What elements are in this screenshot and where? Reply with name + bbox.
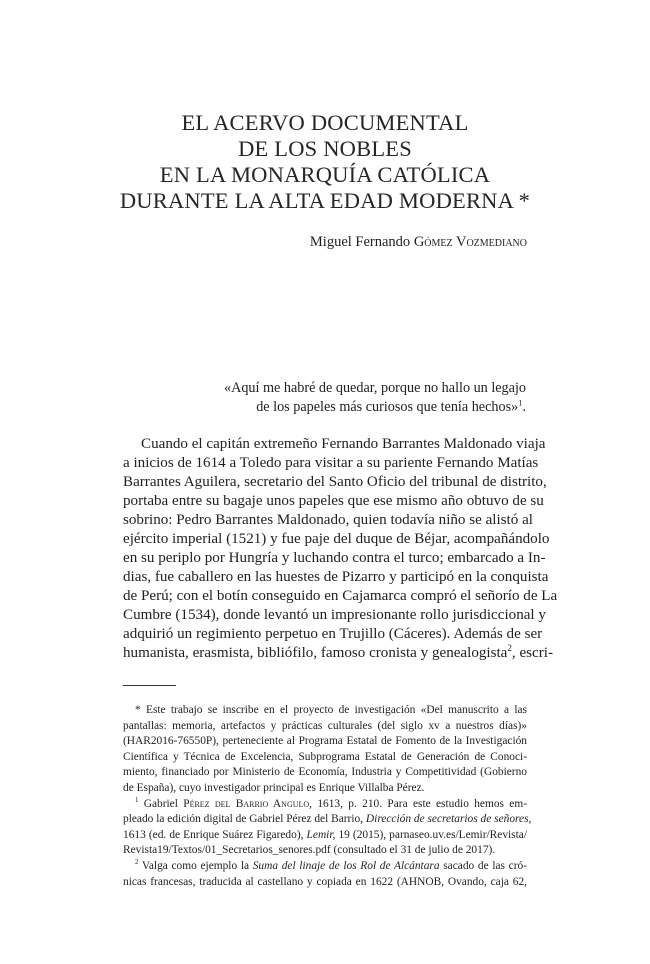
title-line [0,188,650,214]
footnotes [123,703,532,890]
footnote-line: Científica y Técnica de Excelencia, Subprograma Estatal de Generación de Conoci- [123,750,527,763]
body-line: de Perú; con el botín conseguido en Cajamarca compró el señorío de La [123,588,558,604]
body-line: portaba entre su bagaje unos papeles que ese mismo año obtuvo de su [123,493,544,509]
body-line: dias, fue caballero en las huestes de Pizarro y participó en la conquista [123,569,549,585]
footnote-text: Gabriel [143,797,178,810]
title-line: EN LA MONARQUÍA CATÓLICA [159,162,491,187]
epigraph-end: . [522,399,526,415]
footnote-ref[interactable]: 1 [518,397,523,408]
footnote-line [123,859,527,875]
body-line: adquirió un regimiento perpetuo en Trujillo (Cáceres). Además de ser [123,626,543,642]
title-footnote-marker: * [518,188,531,213]
article-title [0,110,650,214]
body-line: Cumbre (1534), donde levantó un impresionante rollo jurisdiccional y [123,607,546,623]
epigraph [224,379,526,417]
cited-author: Pérez del Barrio Angulo [183,797,310,810]
footnote-line [123,797,527,813]
footnote-line: (HAR2016-76550P), perteneciente al Programa Estatal de Fomento de la Investigación [123,735,527,748]
body-line: Barrantes Aguilera, secretario del Santo Oficio del tribunal de distrito, [123,474,547,490]
body-line [123,642,553,663]
footnote-number: 1 [135,796,139,804]
footnote-text: pleado la edición digital de Gabriel Pérez del Barrio, [123,813,364,826]
footnote-line [123,828,527,844]
title-line: EL ACERVO DOCUMENTAL [181,110,469,135]
author-surname: Gómez Vozmediano [413,234,527,250]
cited-title: Dirección de secretarios de señores, [365,813,532,826]
footnote-ref[interactable]: 2 [507,642,512,653]
footnote-url[interactable]: 19 (2015), parnaseo.uv.es/Lemir/Revista/ [338,828,527,841]
body-line: Cuando el capitán extremeño Fernando Barrantes Maldonado viaja [141,436,546,452]
body-text: , escri- [511,645,553,661]
body-line: en su periplo por Hungría y luchando contra el turco; embarcado a In- [123,550,546,566]
footnote-divider [123,685,176,686]
footnote-text: Valga como ejemplo la [141,859,250,872]
title-text: DURANTE LA ALTA EDAD MODERNA [119,188,513,213]
footnote-line [123,812,532,828]
footnote-line: pantallas: memoria, artefactos y prácticas culturales (del siglo xv a nuestros días)» [123,719,527,732]
footnote-line: Revista19/Textos/01_Secretarios_senores.pdf (consultado el 31 de julio de 2017). [123,844,496,857]
footnote-line: nicas francesas, traducida al castellano y copiada en 1622 (AHNOB, Ovando, caja 62, [123,875,527,888]
cited-journal: Lemir, [306,828,336,841]
epigraph-text: de los papeles más curiosos que tenía hechos» [256,399,519,415]
author-name [310,234,527,251]
footnote-line: miento, financiado por Ministerio de Economía, Industria y Competitividad (Gobierno [123,766,527,779]
body-text: humanista, erasmista, bibliófilo, famoso cronista y genealogista [123,645,508,661]
body-line: sobrino: Pedro Barrantes Maldonado, quien todavía niño se alistó al [123,512,533,528]
author-given-name: Miguel Fernando [309,234,411,250]
title-line: DE LOS NOBLES [238,136,412,161]
cited-title: Suma del linaje de los Rol de Alcántara [252,859,440,872]
body-line: a inicios de 1614 a Toledo para visitar a su pariente Fernando Matías [123,455,539,471]
epigraph-line: «Aquí me habré de quedar, porque no hallo un legajo [223,380,526,396]
body-paragraph [123,435,558,663]
body-line: ejército imperial (1521) y fue paje del duque de Béjar, acompañándolo [123,531,550,547]
footnote-line: * Este trabajo se inscribe en el proyecto de investigación «Del manuscrito a las [135,704,527,716]
footnote-text: , 1613, p. 210. Para este estudio hemos em- [309,797,527,810]
footnote-number: 2 [135,859,139,867]
epigraph-line [224,398,526,417]
footnote-text: 1613 (ed. de Enrique Suárez Figaredo), [123,828,304,841]
footnote-line: de España), cuyo investigador principal es Enrique Villalba Pérez. [123,781,425,794]
footnote-text: sacado de las cró- [443,859,527,872]
